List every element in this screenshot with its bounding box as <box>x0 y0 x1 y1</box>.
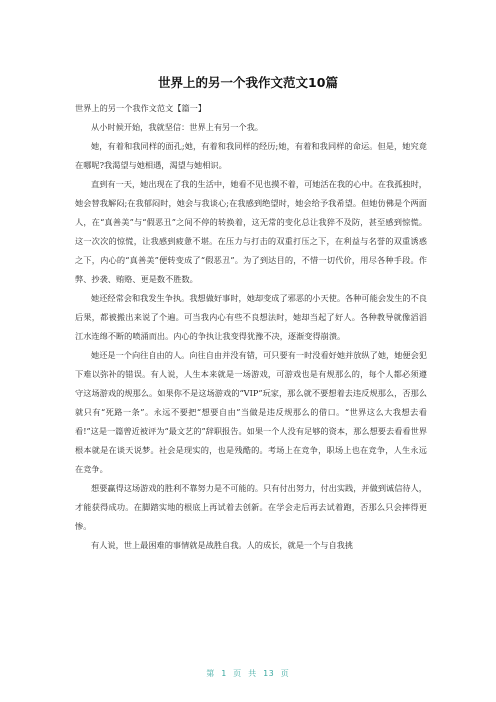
page-number: 1 <box>221 669 228 678</box>
paragraph: 她，有着和我同样的面孔;她，有着和我同样的经历;她，有着和我同样的命运。但是，她究竟在哪呢?我渴望与她相遇，渴望与她相识。 <box>75 141 427 170</box>
document-body <box>75 99 427 555</box>
document-title: 世界上的另一个我作文范文10篇 <box>158 75 338 90</box>
paragraph: 有人说，世上最困难的事情就是战胜自我。人的成长，就是一个与自我挑 <box>91 540 354 550</box>
paragraph: 直到有一天，她出现在了我的生活中，她看不见也摸不着，可她活在我的心中。在我孤独时，她会替我解闷;在我郁闷时，她会与我谈心;在我感到绝望时，她会给予我希望。但她仿佛是个两面人，在“真善美”与“假恶丑”之间不停的转换着，这无常的变化总让我猝不及防，甚至感到惊慌。这一次次的惊慌，让我感到疲惫不堪。在压力与打击的双重打压之下，在利益与名誉的双重诱惑之下，内心的“真善美”便转变成了“假恶丑”。为了到达目的，不惜一切代价，用尽各种手段。作弊、抄袭、贿赂、更是数不胜数。 <box>75 179 427 284</box>
paragraph: 想要赢得这场游戏的胜利不靠努力是不可能的。只有付出努力，付出实践，并做到诚信待人，才能获得成功。在脚踏实地的根底上再试着去创新。在学会走后再去试着跑，否那么只会摔得更惨。 <box>75 483 427 531</box>
total-pages: 13 <box>263 669 275 678</box>
paragraph: 从小时候开始，我就坚信：世界上有另一个我。 <box>91 122 263 132</box>
total-word: 共 <box>248 669 258 678</box>
paragraph: 她还是一个向往自由的人。向往自由并没有错，可只要有一时没看好她并放纵了她，她便会犯下难以弥补的错误。有人说，人生本来就是一场游戏，可游戏也是有规那么的，每个人都必须遵守这场游戏的规那么。如果你不是这场游戏的“VIP”玩家，那么就不要想着去违反规那么，否那么就只有“死路一条”。永远不要把“想要自由”当做是违反规那么的借口。“世界这么大我想去看看!”这是一篇曾近被评为“最文艺的”辞职报告。如果一个人没有足够的资本，那么想要去看看世界根本就是在谈天说梦。社会是现实的，也是残酷的。考场上在竞争，职场上也在竞争，人生永远在竞争。 <box>75 350 427 474</box>
paragraph: 她还经常会和我发生争执。我想做好事时，她却变成了邪恶的小天使。各种可能会发生的不良后果，都被搬出来说了个遍。可当我内心有些不良想法时，她却当起了好人。各种教导就像滔滔江水连绵不断的喷涌而出。内心的争执让我变得犹豫不决，逐渐变得崩溃。 <box>75 293 427 341</box>
page-footer <box>0 668 496 679</box>
section-heading: 世界上的另一个我作文范文【篇一】 <box>75 103 207 113</box>
total-suffix: 页 <box>280 669 290 678</box>
page-word: 第 <box>206 669 216 678</box>
page-suffix: 页 <box>233 669 243 678</box>
